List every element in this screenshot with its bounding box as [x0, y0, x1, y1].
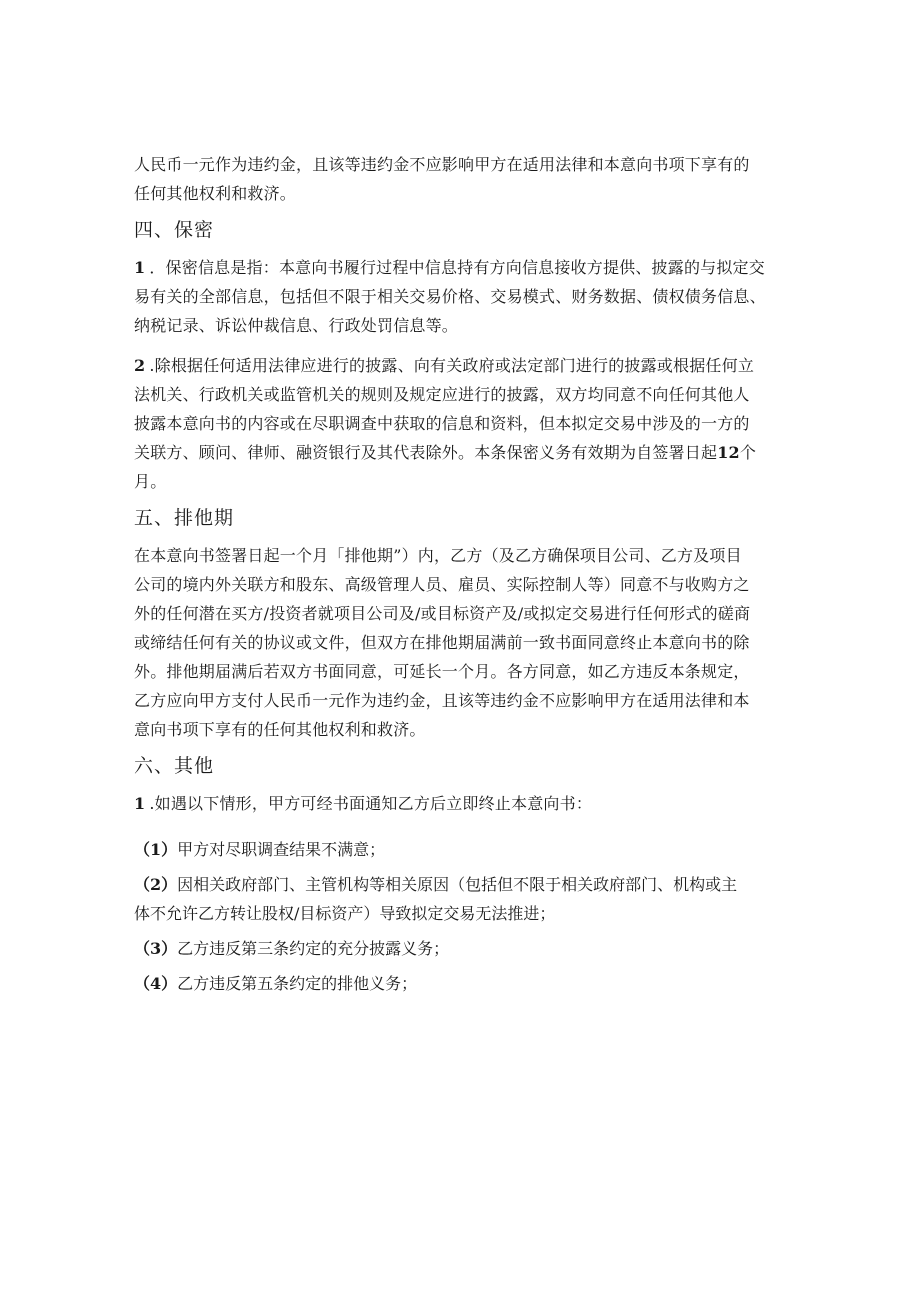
text-line: 外的任何潜在买方/投资者就项目公司及/或目标资产及/或拟定交易进行任何形式的磋商	[134, 604, 751, 623]
clause-4-2	[134, 351, 794, 496]
text-line: 或缔结任何有关的协议或文件，但双方在排他期届满前一致书面同意终止本意向书的除	[134, 633, 750, 652]
clause-text: .除根据任何适用法律应进行的披露、向有关政府或法定部门进行的披露或根据任何立	[149, 356, 755, 375]
clause-number: 1	[134, 258, 146, 277]
text-line	[134, 253, 794, 282]
item-label: （1）	[134, 840, 178, 859]
text-line	[134, 969, 794, 998]
clause-text: .如遇以下情形，甲方可经书面通知乙方后立即终止本意向书：	[149, 794, 593, 813]
text-line	[134, 351, 794, 380]
item-text: 因相关政府部门、主管机构等相关原因（包括但不限于相关政府部门、机构或主	[177, 875, 738, 894]
list-item	[134, 870, 794, 928]
text-line: 披露本意向书的内容或在尽职调查中获取的信息和资料，但本拟定交易中涉及的一方的	[134, 414, 750, 433]
text-line: 任何其他权利和救济。	[134, 184, 297, 203]
clause-4-1	[134, 253, 794, 340]
clause-number: 1	[134, 794, 146, 813]
item-label: （4）	[134, 974, 178, 993]
text-line: 意向书项下享有的任何其他权利和救济。	[134, 720, 426, 739]
months-suffix: 个	[739, 443, 757, 462]
clause-text: ．保密信息是指：本意向书履行过程中信息持有方向信息接收方提供、披露的与拟定交	[149, 258, 765, 277]
document-page	[134, 150, 794, 998]
text-line: 外。排他期届满后若双方书面同意，可延长一个月。各方同意，如乙方违反本条规定，	[134, 662, 750, 681]
clause-text: 关联方、顾问、律师、融资银行及其代表除外。本条保密义务有效期为自签署日起	[134, 443, 718, 462]
clause-6-1	[134, 789, 794, 818]
text-line: 在本意向书签署日起一个月「排他期”）内，乙方（及乙方确保项目公司、乙方及项目	[134, 546, 742, 565]
section-heading-other: 六、其他	[134, 755, 215, 777]
intro-paragraph	[134, 150, 794, 208]
text-line	[134, 934, 794, 963]
text-line: 法机关、行政机关或监管机关的规则及规定应进行的披露，双方均同意不向任何其他人	[134, 385, 750, 404]
text-line	[134, 870, 794, 899]
section-heading-exclusivity: 五、排他期	[134, 507, 235, 529]
text-line: 纳税记录、诉讼仲裁信息、行政处罚信息等。	[134, 316, 459, 335]
text-line: 人民币一元作为违约金，且该等违约金不应影响甲方在适用法律和本意向书项下享有的	[134, 155, 750, 174]
list-item	[134, 934, 794, 963]
section-heading-confidentiality: 四、保密	[134, 219, 215, 241]
item-text: 甲方对尽职调查结果不满意；	[177, 840, 386, 859]
list-item	[134, 835, 794, 864]
text-line: 月。	[134, 472, 167, 491]
text-line: 体不允许乙方转让股权/目标资产）导致拟定交易无法推进；	[134, 904, 556, 923]
text-line	[134, 789, 794, 818]
item-text: 乙方违反第三条约定的充分披露义务；	[177, 939, 450, 958]
clause-number: 2	[134, 356, 146, 375]
item-label: （2）	[134, 875, 178, 894]
exclusivity-paragraph	[134, 541, 794, 744]
text-line: 乙方应向甲方支付人民币一元作为违约金，且该等违约金不应影响甲方在适用法律和本	[134, 691, 750, 710]
list-item	[134, 969, 794, 998]
item-label: （3）	[134, 939, 178, 958]
months-value: 12	[717, 443, 740, 462]
text-line: 易有关的全部信息，包括但不限于相关交易价格、交易模式、财务数据、债权债务信息、	[134, 287, 766, 306]
text-line: 公司的境内外关联方和股东、高级管理人员、雇员、实际控制人等）同意不与收购方之	[134, 575, 750, 594]
text-line	[134, 438, 794, 467]
item-text: 乙方违反第五条约定的排他义务；	[177, 974, 418, 993]
text-line	[134, 835, 794, 864]
